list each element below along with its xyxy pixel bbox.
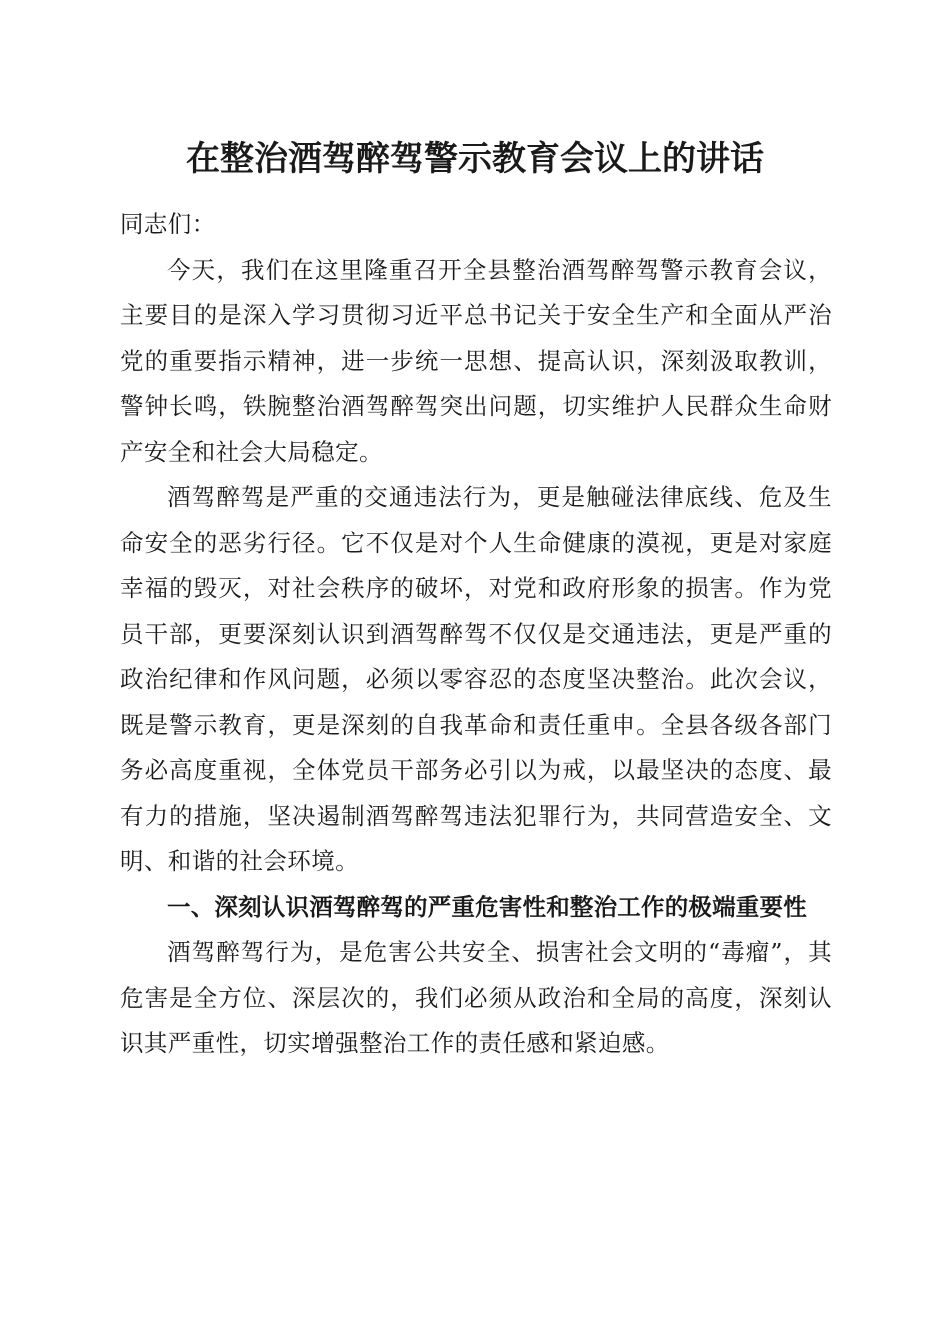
second-paragraph: 酒驾醉驾是严重的交通违法行为，更是触碰法律底线、危及生命安全的恶劣行径。它不仅是对个人生命健康的漠视，更是对家庭幸福的毁灭，对社会秩序的破坏，对党和政府形象的损害。作为党员干部，更要深刻认识到酒驾醉驾不仅仅是交通违法，更是严重的政治纪律和作风问题，必须以零容忍的态度坚决整治。此次会议，既是警示教育，更是深刻的自我革命和责任重申。全县各级各部门务必高度重视，全体党员干部务必引以为戒，以最坚决的态度、最有力的措施，坚决遏制酒驾醉驾违法犯罪行为，共同营造安全、文明、和谐的社会环境。 <box>120 483 832 875</box>
section-1-paragraph: 酒驾醉驾行为，是危害公共安全、损害社会文明的“毒瘤”，其危害是全方位、深层次的，我们必须从政治和全局的高度，深刻认识其严重性，切实增强整治工作的责任感和紧迫感。 <box>120 938 832 1057</box>
opening-paragraph: 今天，我们在这里隆重召开全县整治酒驾醉驾警示教育会议，主要目的是深入学习贯彻习近平总书记关于安全生产和全面从严治党的重要指示精神，进一步统一思想、提高认识，深刻汲取教训，警钟长鸣，铁腕整治酒驾醉驾突出问题，切实维护人民群众生命财产安全和社会大局稳定。 <box>120 255 832 466</box>
salutation: 同志们： <box>120 210 216 238</box>
section-heading-1: 一、深刻认识酒驾醉驾的严重危害性和整治工作的极端重要性 <box>167 892 807 921</box>
document-title: 在整治酒驾醉驾警示教育会议上的讲话 <box>186 139 764 179</box>
document-body <box>120 202 832 1067</box>
